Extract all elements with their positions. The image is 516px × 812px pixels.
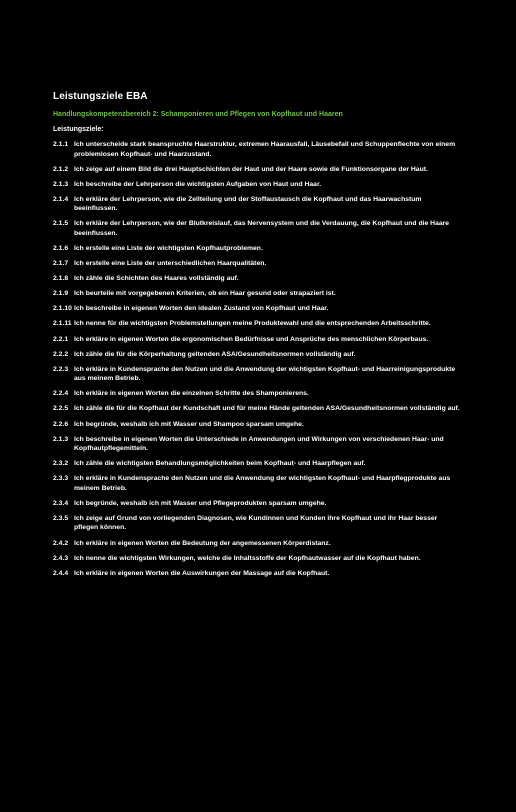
objective-code: 2.1.7: [53, 260, 69, 268]
objective-text: Ich beschreibe in eigenen Worten den idealen Zustand von Kopfhaut und Haar.: [74, 305, 329, 313]
objective-item: [53, 365, 460, 384]
section-label: Leistungsziele:: [53, 126, 104, 133]
objective-item: [53, 350, 460, 360]
objective-item: [53, 319, 460, 329]
objective-text: Ich erstelle eine Liste der wichtigsten Kopfhautproblemen.: [74, 244, 263, 252]
objective-code: 2.1.5: [53, 220, 69, 228]
objective-item: [53, 420, 460, 430]
objective-text: Ich zeige auf einem Bild die drei Hauptschichten der Haut und der Haare sowie die Funktionsorgane der Haut.: [74, 165, 428, 173]
objective-item: [53, 219, 460, 238]
objective-code: 2.3.5: [53, 514, 69, 522]
objective-text: Ich begründe, weshalb ich mit Wasser und Shampoo sparsam umgehe.: [74, 420, 304, 428]
objective-code: 2.2.6: [53, 420, 69, 428]
objective-code: 2.1.10: [53, 305, 72, 313]
objective-item: [53, 554, 460, 564]
objective-item: [53, 459, 460, 469]
objective-text: Ich zähle die für die Kopfhaut der Kundschaft und für meine Hände geltenden ASA/Gesundheitsnormen vollständig auf.: [74, 405, 460, 413]
objective-code: 2.2.4: [53, 390, 69, 398]
objective-text: Ich beschreibe in eigenen Worten die Unterschiede in Anwendungen und Wirkungen von verschiedenen Haar- und Kopfhautpflegemitteln.: [74, 435, 444, 453]
objective-text: Ich erkläre in eigenen Worten die einzelnen Schritte des Shamponierens.: [74, 390, 309, 398]
objective-text: Ich zähle die Schichten des Haares vollständig auf.: [74, 275, 239, 283]
objective-code: 2.2.3: [53, 365, 69, 373]
objective-text: Ich erkläre in Kundensprache den Nutzen und die Anwendung der wichtigsten Kopfhaut- und Haarreinigungsprodukte aus meinem Betrieb.: [74, 365, 456, 383]
objective-item: [53, 404, 460, 414]
objective-code: 2.1.4: [53, 195, 69, 203]
objective-text: Ich erkläre in eigenen Worten die Bedeutung der angemessenen Körperdistanz.: [74, 539, 331, 547]
objective-item: [53, 274, 460, 284]
objective-text: Ich beschreibe der Lehrperson die wichtigsten Aufgaben von Haut und Haar.: [74, 180, 322, 188]
objective-code: 2.3.3: [53, 475, 69, 483]
objective-text: Ich erkläre der Lehrperson, wie der Blutkreislauf, das Nervensystem und die Verdauung, die Kopfhaut und die Haare beeinflussen.: [74, 220, 450, 237]
objective-text: Ich unterscheide stark beanspruchte Haarstruktur, extremen Haarausfall, Läusebefall und Schuppenflechte von einem problemlosen Kopfhaut- und Haarzustand.: [74, 141, 456, 158]
objective-text: Ich zeige auf Grund von vorliegenden Diagnosen, wie Kundinnen und Kunden ihre Kopfhaut und ihr Haar besser pflegen können.: [74, 514, 438, 532]
objective-item: [53, 389, 460, 399]
objective-item: [53, 180, 460, 190]
objective-code: 2.4.4: [53, 569, 69, 577]
objective-text: Ich erkläre in eigenen Worten die ergonomischen Bedürfnisse und Ansprüche des menschlichen Körperbaus.: [74, 335, 429, 343]
objective-code: 2.1.8: [53, 275, 69, 283]
objective-item: [53, 435, 460, 454]
objective-code: 2.4.2: [53, 539, 69, 547]
objective-code: 2.2.2: [53, 350, 69, 358]
objective-item: [53, 289, 460, 299]
objective-text: Ich nenne für die wichtigsten Problemstellungen meine Produktewahl und die entsprechenden Arbeitsschritte.: [74, 320, 431, 328]
objective-code: 2.1.2: [53, 165, 69, 173]
objective-code: 2.1.6: [53, 244, 69, 252]
objective-text: Ich erkläre in Kundensprache den Nutzen und die Anwendung der wichtigsten Kopfhaut- und Haarpflegprodukte aus meinem Betrieb.: [74, 475, 451, 492]
objective-item: [53, 474, 460, 493]
objective-text: Ich zähle die für die Körperhaltung geltenden ASA/Gesundheitsnormen vollständig auf.: [74, 350, 356, 358]
objective-text: Ich erkläre der Lehrperson, wie die Zellteilung und der Stoffaustausch die Kopfhaut und das Haarwachstum beeinflussen.: [74, 195, 422, 213]
objective-code: 2.2.5: [53, 405, 69, 413]
objective-item: [53, 195, 460, 214]
objective-code: 2.1.1: [53, 141, 69, 148]
objectives-list: [53, 140, 460, 578]
objective-item: [53, 244, 460, 254]
objective-text: Ich zähle die wichtigsten Behandlungsmöglichkeiten beim Kopfhaut- und Haarpflegen auf.: [74, 460, 366, 468]
objective-item: [53, 569, 460, 579]
objective-text: Ich erstelle eine Liste der unterschiedlichen Haarqualitäten.: [74, 260, 267, 268]
objective-code: 2.1.3: [53, 180, 69, 188]
objective-code: 2.1.3: [53, 435, 69, 443]
objective-item: [53, 140, 460, 159]
objective-code: 2.4.3: [53, 554, 69, 562]
objective-code: 2.2.1: [53, 335, 69, 343]
objective-code: 2.3.2: [53, 460, 69, 468]
page-title: Leistungsziele EBA: [53, 91, 148, 102]
objective-item: [53, 539, 460, 549]
objective-item: [53, 165, 460, 175]
objective-item: [53, 259, 460, 269]
objective-text: Ich nenne die wichtigsten Wirkungen, welche die Inhaltsstoffe der Kopfhautwasser auf die Kopfhaut haben.: [74, 554, 421, 562]
objective-item: [53, 514, 460, 533]
objective-code: 2.1.11: [53, 320, 72, 328]
objective-item: [53, 335, 460, 345]
objective-text: Ich erkläre in eigenen Worten die Auswirkungen der Massage auf die Kopfhaut.: [74, 569, 330, 577]
objective-text: Ich begründe, weshalb ich mit Wasser und Pflegeprodukten sparsam umgehe.: [74, 499, 327, 507]
objective-item: [53, 304, 460, 314]
objective-text: Ich beurteile mit vorgegebenen Kriterien, ob ein Haar gesund oder strapaziert ist.: [74, 290, 336, 298]
objective-code: 2.3.4: [53, 499, 69, 507]
competence-area-heading: Handlungskompetenzbereich 2: Schamponieren und Pflegen von Kopfhaut und Haaren: [53, 111, 343, 118]
objective-item: [53, 499, 460, 509]
objective-code: 2.1.9: [53, 290, 69, 298]
